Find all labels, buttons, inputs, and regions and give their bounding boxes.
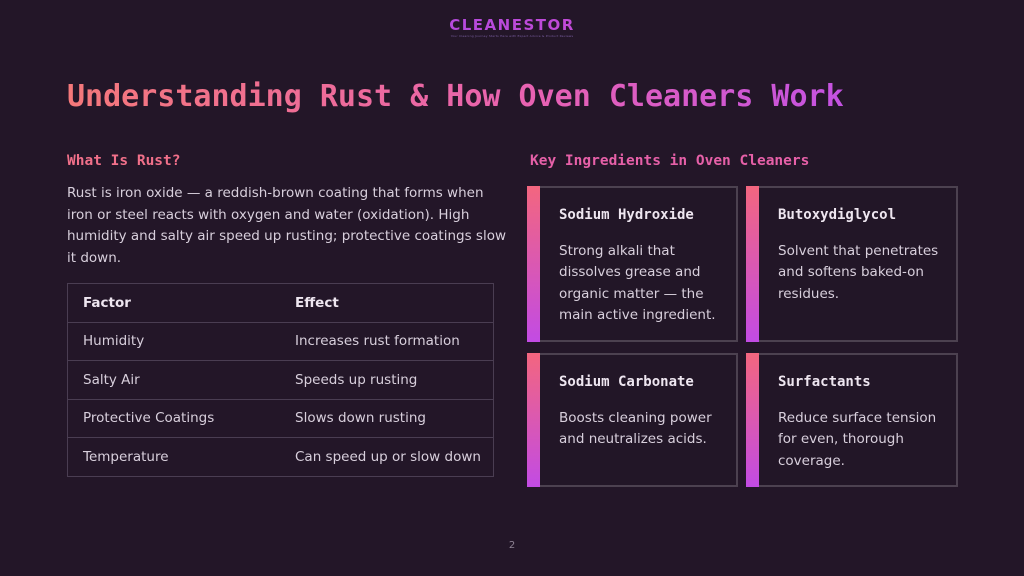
column-header-factor: Factor	[68, 284, 281, 323]
factor-cell: Humidity	[68, 322, 281, 361]
card-title: Sodium Hydroxide	[559, 207, 694, 223]
ingredients-heading: Key Ingredients in Oven Cleaners	[530, 153, 810, 169]
table-row	[68, 438, 494, 477]
factor-cell: Temperature	[68, 438, 281, 477]
table-row	[68, 322, 494, 361]
column-header-effect: Effect	[280, 284, 494, 323]
card-text: Reduce surface tension for even, thorough coverage.	[778, 410, 937, 469]
ingredient-card	[746, 186, 958, 342]
factor-cell: Protective Coatings	[68, 399, 281, 438]
card-accent-bar	[746, 186, 759, 342]
card-title: Surfactants	[778, 374, 871, 390]
rust-heading: What Is Rust?	[67, 153, 181, 169]
slide-title: Understanding Rust & How Oven Cleaners Work	[67, 77, 844, 117]
card-accent-bar	[527, 186, 540, 342]
card-text: Strong alkali that dissolves grease and organic matter — the main active ingredient.	[559, 243, 716, 323]
ingredient-card	[527, 186, 738, 342]
brand-logo	[0, 16, 1024, 39]
card-text: Solvent that penetrates and softens baked-on residues.	[778, 243, 939, 302]
effect-cell: Slows down rusting	[280, 399, 494, 438]
rust-intro: Rust is iron oxide — a reddish-brown coating that forms when iron or steel reacts with oxygen and water (oxidation). High humidity and salty air speed up rusting; protective coatings slow it down.	[67, 185, 507, 266]
table-header-row	[68, 284, 494, 323]
card-title: Butoxydiglycol	[778, 207, 897, 223]
effect-cell: Speeds up rusting	[280, 361, 494, 400]
card-accent-bar	[746, 353, 759, 487]
card-title: Sodium Carbonate	[559, 374, 694, 390]
ingredient-card	[527, 353, 738, 487]
logo-text: CLEANESTOR	[0, 16, 1024, 34]
factor-table	[67, 283, 494, 477]
table-row	[68, 399, 494, 438]
effect-cell: Can speed up or slow down	[280, 438, 494, 477]
page-number: 2	[508, 540, 516, 551]
table-row	[68, 361, 494, 400]
logo-tagline: Your Cleaning Journey Starts Here with Expert Advice & Product Reviews	[450, 34, 574, 38]
effect-cell: Increases rust formation	[280, 322, 494, 361]
card-text: Boosts cleaning power and neutralizes acids.	[559, 410, 712, 448]
ingredient-card	[746, 353, 958, 487]
card-accent-bar	[527, 353, 540, 487]
factor-cell: Salty Air	[68, 361, 281, 400]
